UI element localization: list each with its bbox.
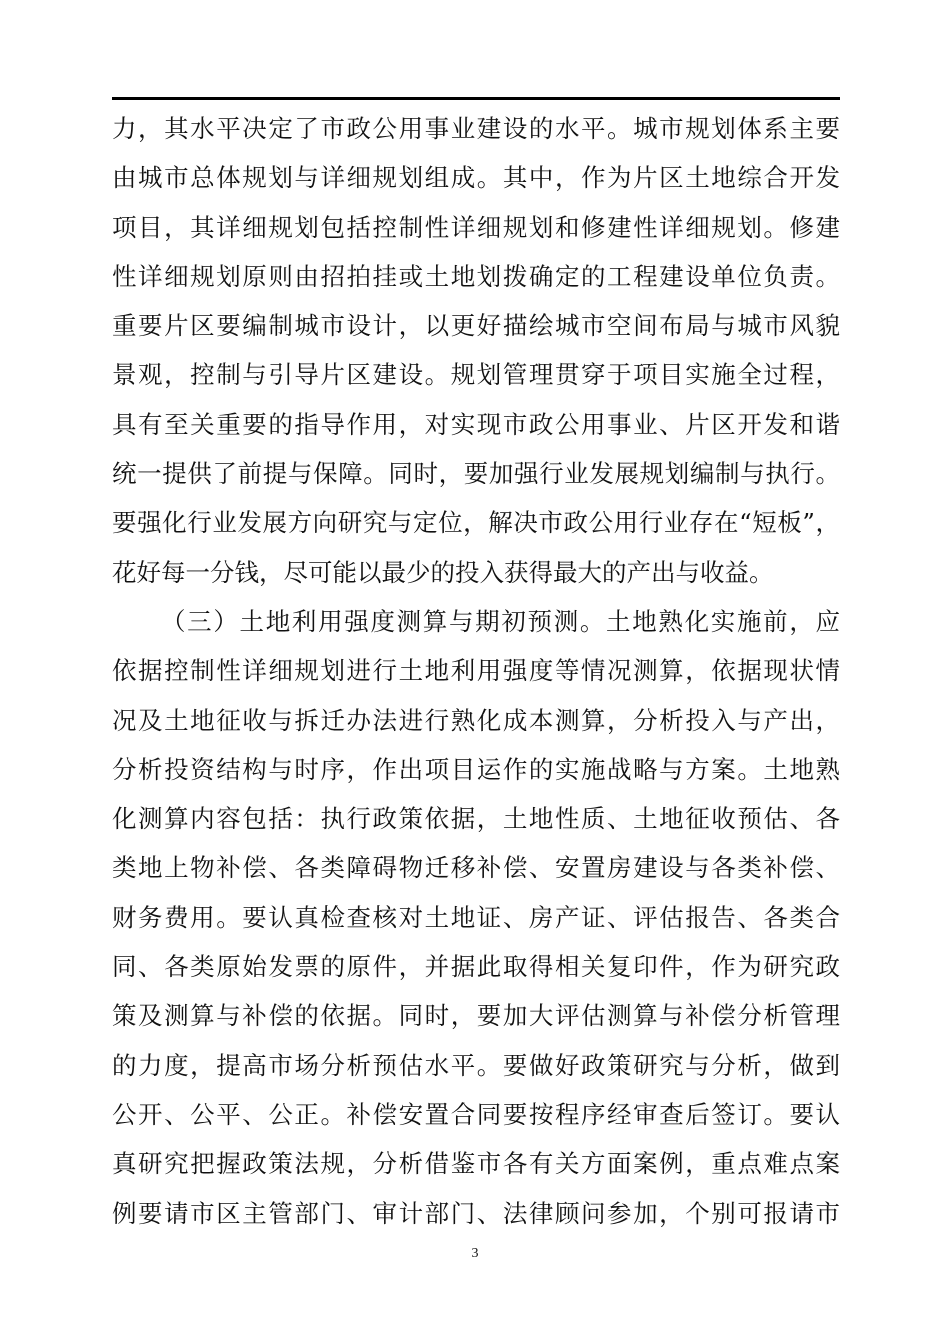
- header-rule: [112, 97, 840, 100]
- text-line: 财务费用。要认真检查核对土地证、房产证、评估报告、各类合: [112, 902, 840, 932]
- text-line: 花好每一分钱，尽可能以最少的投入获得最大的产出与收益。: [112, 557, 774, 587]
- text-line: 由城市总体规划与详细规划组成。其中，作为片区土地综合开发: [112, 163, 840, 193]
- text-line: 分析投资结构与时序，作出项目运作的实施战略与方案。土地熟: [112, 754, 840, 784]
- page-number: 3: [471, 1246, 479, 1261]
- text-line: 化测算内容包括：执行政策依据，土地性质、土地征收预估、各: [112, 804, 840, 834]
- text-line: 例要请市区主管部门、审计部门、法律顾问参加，个别可报请市: [112, 1198, 840, 1228]
- text-line: 同、各类原始发票的原件，并据此取得相关复印件，作为研究政: [112, 952, 840, 982]
- text-line: 真研究把握政策法规，分析借鉴市各有关方面案例，重点难点案: [112, 1149, 840, 1179]
- text-line: 统一提供了前提与保障。同时，要加强行业发展规划编制与执行。: [112, 459, 840, 489]
- text-line: 况及土地征收与拆迁办法进行熟化成本测算，分析投入与产出，: [112, 705, 840, 735]
- text-line: 类地上物补偿、各类障碍物迁移补偿、安置房建设与各类补偿、: [112, 853, 840, 883]
- text-line: 性详细规划原则由招拍挂或土地划拨确定的工程建设单位负责。: [112, 261, 840, 291]
- text-line: 公开、公平、公正。补偿安置合同要按程序经审查后签订。要认: [112, 1099, 840, 1129]
- text-line: 的力度，提高市场分析预估水平。要做好政策研究与分析，做到: [112, 1050, 840, 1080]
- text-line: 依据控制性详细规划进行土地利用强度等情况测算，依据现状情: [112, 656, 840, 686]
- text-line: 策及测算与补偿的依据。同时，要加大评估测算与补偿分析管理: [112, 1001, 840, 1031]
- text-line: 景观，控制与引导片区建设。规划管理贯穿于项目实施全过程，: [112, 360, 840, 390]
- text-line: 重要片区要编制城市设计，以更好描绘城市空间布局与城市风貌: [112, 311, 840, 341]
- section-heading-line: （三）土地利用强度测算与期初预测。土地熟化实施前，应: [161, 606, 840, 636]
- text-line: 力，其水平决定了市政公用事业建设的水平。城市规划体系主要: [112, 114, 840, 143]
- body-text: [112, 104, 840, 1238]
- text-line: 具有至关重要的指导作用，对实现市政公用事业、片区开发和谐: [112, 409, 840, 439]
- text-line: 项目，其详细规划包括控制性详细规划和修建性详细规划。修建: [112, 212, 840, 242]
- text-line: 要强化行业发展方向研究与定位，解决市政公用行业存在“短板”，: [112, 508, 840, 538]
